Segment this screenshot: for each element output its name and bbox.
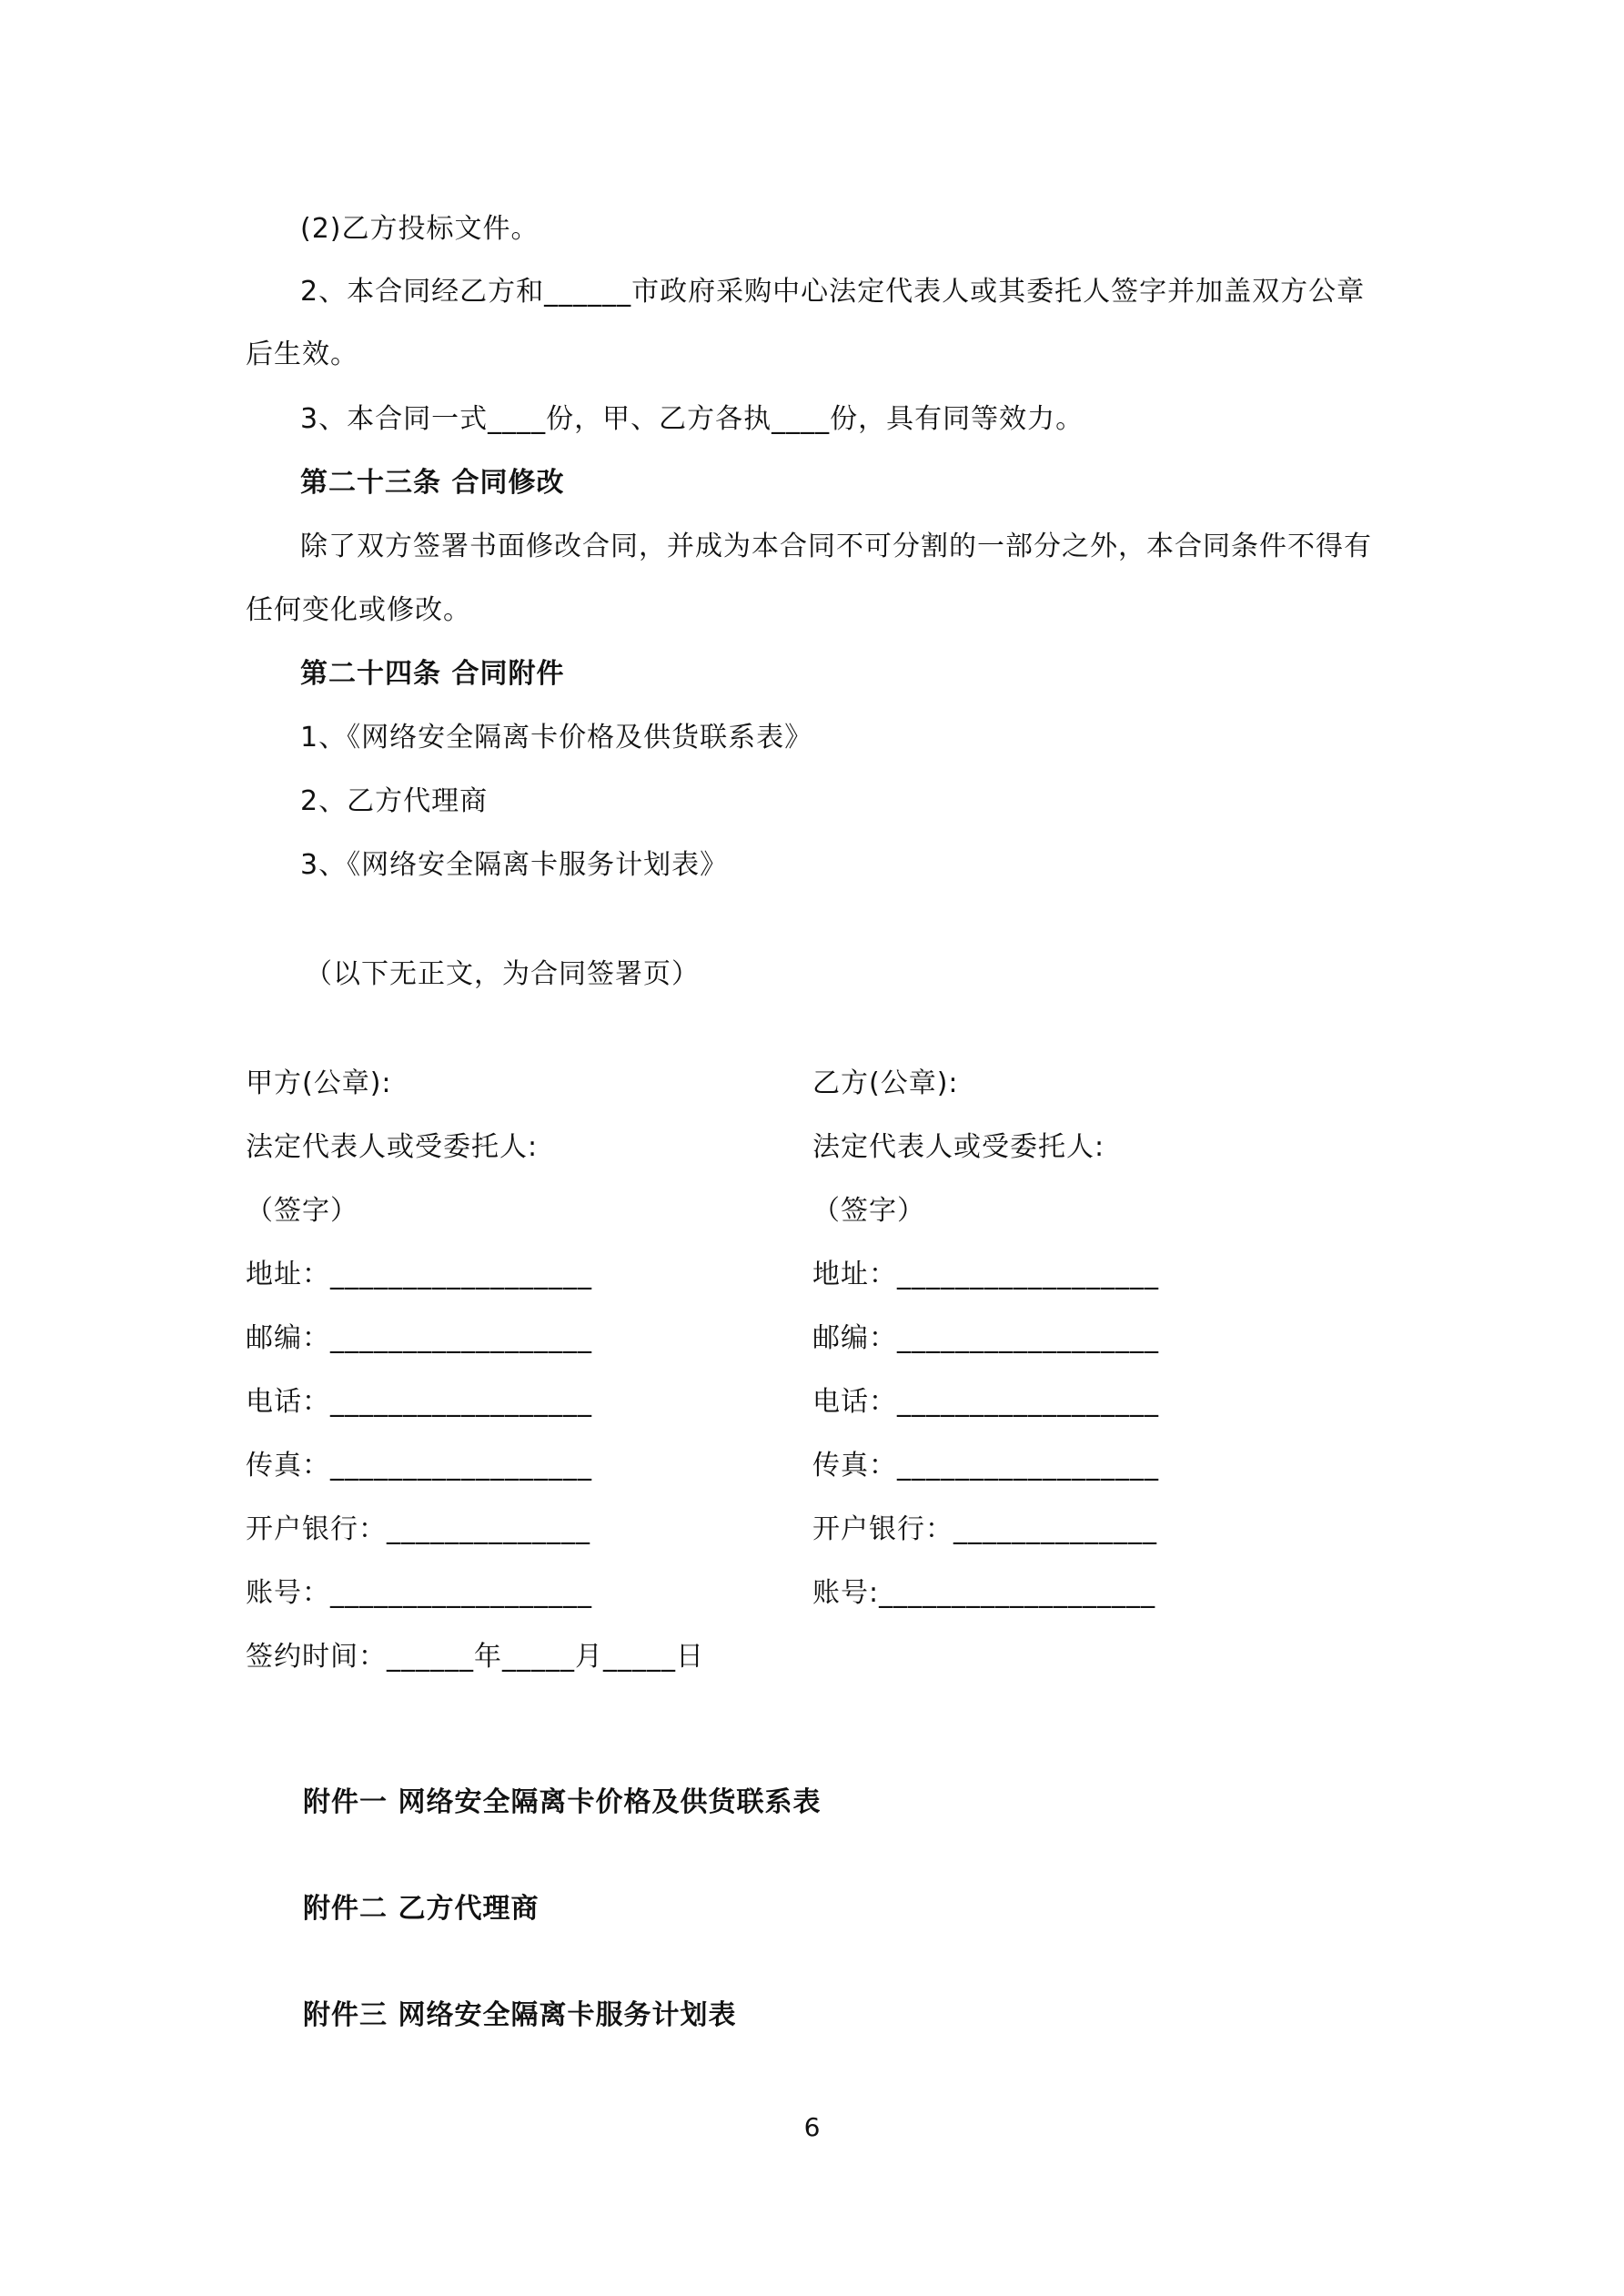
party-b-postcode: 邮编：__________________	[812, 1322, 1159, 1354]
party-b-account: 账号:___________________	[812, 1577, 1156, 1609]
party-a-account: 账号：__________________	[246, 1577, 592, 1609]
party-a-signature: （签字）	[246, 1195, 358, 1227]
no-text-note: （以下无正文，为合同签署页）	[305, 958, 700, 990]
party-b-signature: （签字）	[812, 1195, 925, 1227]
attachment-list-item-3: 3、《网络安全隔离卡服务计划表》	[300, 849, 729, 881]
paragraph-bid-documents: (2)乙方投标文件。	[300, 213, 540, 245]
page-number: 6	[803, 2112, 821, 2142]
attachment-two-heading: 附件二 乙方代理商	[303, 1893, 540, 1925]
signing-date: 签约时间：______年_____月_____日	[246, 1641, 704, 1673]
party-b-bank: 开户银行：______________	[812, 1513, 1157, 1545]
paragraph-modification: 除了双方签署书面修改合同，并成为本合同不可分割的一部分之外，本合同条件不得有	[300, 531, 1372, 562]
paragraph-effective-clause: 2、本合同经乙方和______市政府采购中心法定代表人或其委托人签字并加盖双方公章	[300, 276, 1366, 308]
party-a-seal: 甲方(公章):	[246, 1067, 392, 1099]
party-a-fax: 传真：__________________	[246, 1450, 592, 1482]
article-23-heading: 第二十三条 合同修改	[300, 467, 565, 499]
party-a-phone: 电话：__________________	[246, 1386, 592, 1418]
attachment-list-item-1: 1、《网络安全隔离卡价格及供货联系表》	[300, 722, 813, 754]
party-a-postcode: 邮编：__________________	[246, 1322, 592, 1354]
paragraph-modification-cont: 任何变化或修改。	[246, 594, 471, 626]
party-b-fax: 传真：__________________	[812, 1450, 1159, 1482]
article-24-heading: 第二十四条 合同附件	[300, 658, 565, 690]
party-b-representative: 法定代表人或受委托人:	[812, 1131, 1105, 1163]
paragraph-copies-clause: 3、本合同一式____份，甲、乙方各执____份，具有同等效力。	[300, 403, 1084, 435]
party-a-bank: 开户银行：______________	[246, 1513, 590, 1545]
party-a-address: 地址：__________________	[246, 1259, 592, 1290]
paragraph-effective-clause-cont: 后生效。	[246, 339, 358, 370]
party-b-seal: 乙方(公章):	[812, 1067, 959, 1099]
attachment-one-heading: 附件一 网络安全隔离卡价格及供货联系表	[303, 1786, 822, 1818]
attachment-three-heading: 附件三 网络安全隔离卡服务计划表	[303, 1999, 737, 2031]
party-b-address: 地址：__________________	[812, 1259, 1159, 1290]
party-b-phone: 电话：__________________	[812, 1386, 1159, 1418]
party-a-representative: 法定代表人或受委托人:	[246, 1131, 539, 1163]
attachment-list-item-2: 2、乙方代理商	[300, 785, 489, 817]
